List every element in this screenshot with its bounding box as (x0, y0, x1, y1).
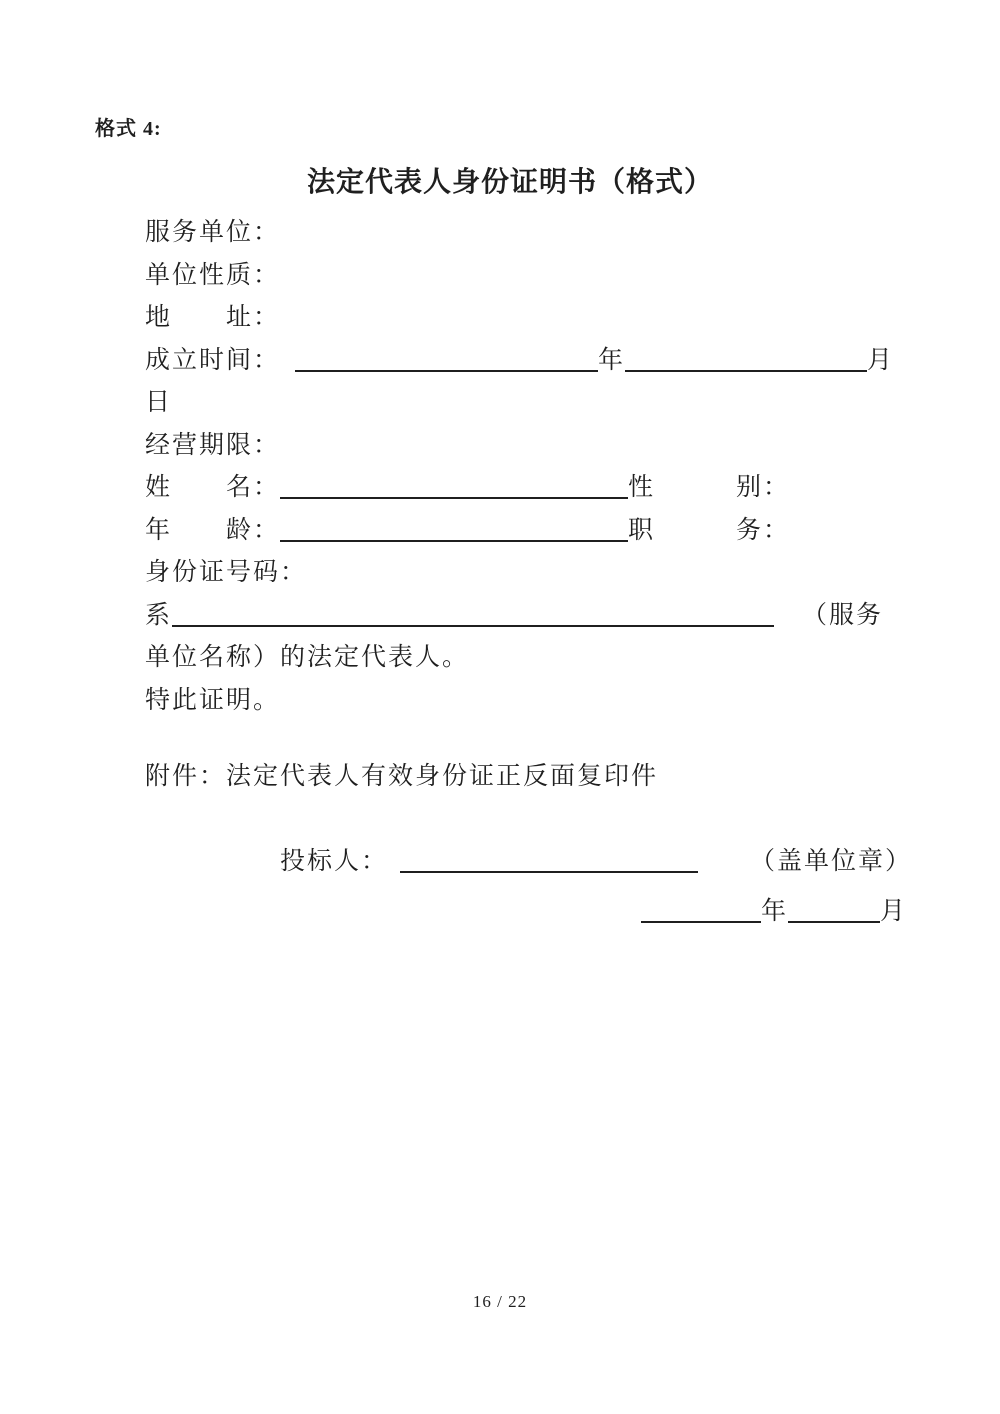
attachment-note: 附件：法定代表人有效身份证正反面复印件 (145, 763, 659, 790)
establish-month-suffix: 月 (867, 346, 895, 374)
address-row (145, 297, 907, 340)
bidder-label: 投标人： (280, 847, 389, 875)
address-label: 地 址： (145, 304, 281, 331)
legal-rep-paren-open: （服务 (802, 601, 884, 629)
bidder-name-blank[interactable] (400, 846, 698, 873)
legal-rep-prefix: 系 (145, 601, 173, 629)
date-year-suffix: 年 (760, 898, 788, 925)
bidder-signature-row (145, 841, 913, 884)
page-number: 16 / 22 (472, 1292, 528, 1311)
legal-rep-continuation-row (145, 637, 907, 680)
establish-year-suffix: 年 (598, 346, 626, 374)
establish-month-blank[interactable] (625, 345, 867, 372)
unit-name-blank[interactable] (172, 600, 774, 627)
date-year-blank[interactable] (641, 896, 761, 923)
position-label: 职 务： (628, 516, 791, 544)
legal-rep-continuation: 单位名称）的法定代表人。 (145, 644, 470, 671)
certification-row (145, 680, 907, 723)
establish-day-suffix: 日 (145, 389, 173, 416)
service-unit-label: 服务单位： (145, 219, 281, 246)
gender-label: 性 别： (628, 474, 791, 501)
name-blank[interactable] (280, 472, 628, 499)
unit-nature-label: 单位性质： (145, 261, 281, 289)
date-month-blank[interactable] (788, 896, 880, 923)
signature-date-row (145, 891, 907, 934)
seal-note: （盖单位章） (750, 847, 913, 875)
id-number-row (145, 552, 907, 595)
date-month-suffix: 月 (879, 898, 907, 925)
age-label: 年 龄： (145, 516, 281, 544)
establish-year-blank[interactable] (295, 345, 598, 372)
name-gender-row (145, 467, 907, 510)
business-term-row (145, 425, 907, 468)
business-term-label: 经营期限： (145, 431, 281, 459)
format-number-label: 格式 4: (95, 118, 162, 140)
establish-day-row (145, 382, 907, 425)
certification-statement: 特此证明。 (145, 686, 281, 714)
document-title: 法定代表人身份证明书（格式） (306, 167, 713, 198)
age-blank[interactable] (280, 515, 628, 542)
age-position-row (145, 510, 907, 553)
service-unit-row (145, 212, 907, 255)
name-label: 姓 名： (145, 474, 281, 501)
legal-rep-row (145, 595, 907, 638)
unit-nature-row (145, 255, 907, 298)
attachment-row (145, 756, 907, 799)
establish-time-row (145, 340, 907, 383)
certificate-form (145, 212, 913, 934)
id-number-label: 身份证号码： (145, 559, 308, 586)
establish-time-label: 成立时间： (145, 346, 281, 374)
